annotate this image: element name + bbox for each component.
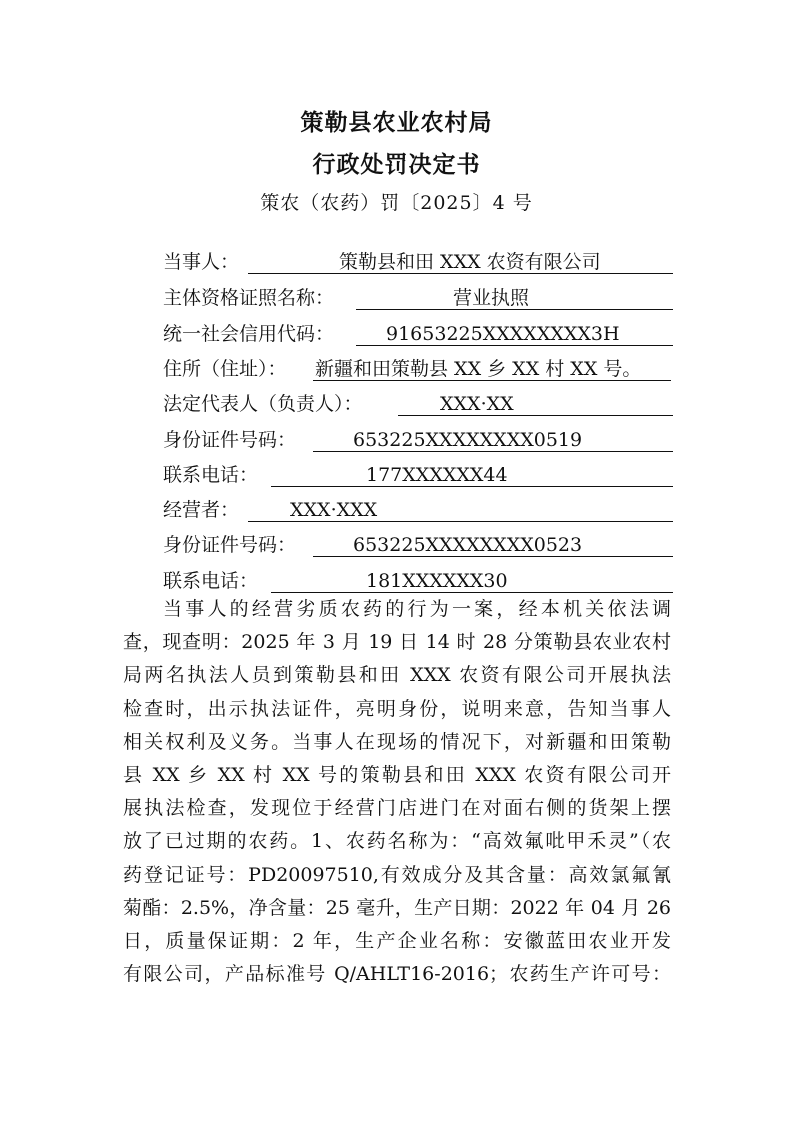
license-name-field — [163, 286, 530, 310]
paragraph-line: 展执法检查，发现位于经营门店进门在对面右侧的货架上摆 — [123, 797, 671, 820]
document-type-title: 行政处罚决定书 — [312, 151, 481, 178]
field-value: 177XXXXXX44 — [366, 464, 508, 486]
field-value: 策勒县和田 XXX 农资有限公司 — [339, 251, 601, 273]
body-paragraph — [123, 593, 671, 991]
paragraph-line: 日，质量保证期：2 年，生产企业名称：安徽蓝田农业开发 — [123, 929, 671, 952]
credit-code-field — [163, 322, 620, 346]
paragraph-line: 菊酯：2.5%，净含量：25 毫升，生产日期：2022 年 04 月 26 — [123, 896, 671, 919]
field-value: 91653225XXXXXXXX3H — [386, 323, 620, 345]
paragraph-line: 药登记证号：PD20097510,有效成分及其含量：高效氯氟氰 — [123, 863, 671, 886]
field-label: 当事人： — [163, 251, 240, 273]
field-value: 653225XXXXXXXX0519 — [353, 429, 583, 451]
field-value: 新疆和田策勒县 XX 乡 XX 村 XX 号。 — [315, 358, 642, 380]
paragraph-line: 检查时，出示执法证件，亮明身份，说明来意，告知当事人 — [123, 697, 671, 720]
field-label: 联系电话： — [163, 570, 259, 592]
field-label: 住所（住址）： — [163, 358, 287, 380]
operator-field — [163, 498, 378, 522]
field-label: 身份证件号码： — [163, 534, 297, 556]
paragraph-line: 有限公司，产品标准号 Q/AHLT16-2016；农药生产许可号： — [123, 963, 671, 986]
field-value: XXX·XX — [440, 393, 514, 415]
document-number: 策农（农药）罚〔2025〕4 号 — [260, 192, 533, 214]
operator-phone-field — [163, 569, 508, 593]
phone-field — [163, 463, 508, 487]
party-name-field — [163, 250, 601, 274]
paragraph-line: 查，现查明：2025 年 3 月 19 日 14 时 28 分策勒县农业农村 — [123, 631, 671, 654]
paragraph-line: 县 XX 乡 XX 村 XX 号的策勒县和田 XXX 农资有限公司开 — [123, 763, 671, 786]
paragraph-line: 放了已过期的农药。1、农药名称为：“高效氟吡甲禾灵”（农 — [123, 830, 671, 853]
paragraph-line: 相关权利及义务。当事人在现场的情况下，对新疆和田策勒 — [123, 730, 671, 753]
id-number-field — [163, 428, 583, 452]
field-value: 653225XXXXXXXX0523 — [353, 534, 583, 556]
paragraph-line: 局两名执法人员到策勒县和田 XXX 农资有限公司开展执法 — [123, 664, 671, 687]
org-title: 策勒县农业农村局 — [300, 109, 493, 136]
field-value: 181XXXXXX30 — [366, 570, 508, 592]
paragraph-line: 当事人的经营劣质农药的行为一案，经本机关依法调 — [163, 598, 671, 620]
operator-id-number-field — [163, 533, 583, 557]
field-label: 联系电话： — [163, 464, 259, 486]
field-label: 身份证件号码： — [163, 429, 297, 451]
field-label: 主体资格证照名称： — [163, 287, 335, 309]
field-label: 统一社会信用代码： — [163, 323, 335, 345]
field-value: 营业执照 — [453, 287, 530, 309]
field-value: XXX·XXX — [290, 499, 378, 521]
address-field — [163, 357, 642, 381]
field-label: 经营者： — [163, 499, 240, 521]
legal-representative-field — [163, 392, 514, 416]
field-label: 法定代表人（负责人）： — [163, 393, 363, 415]
